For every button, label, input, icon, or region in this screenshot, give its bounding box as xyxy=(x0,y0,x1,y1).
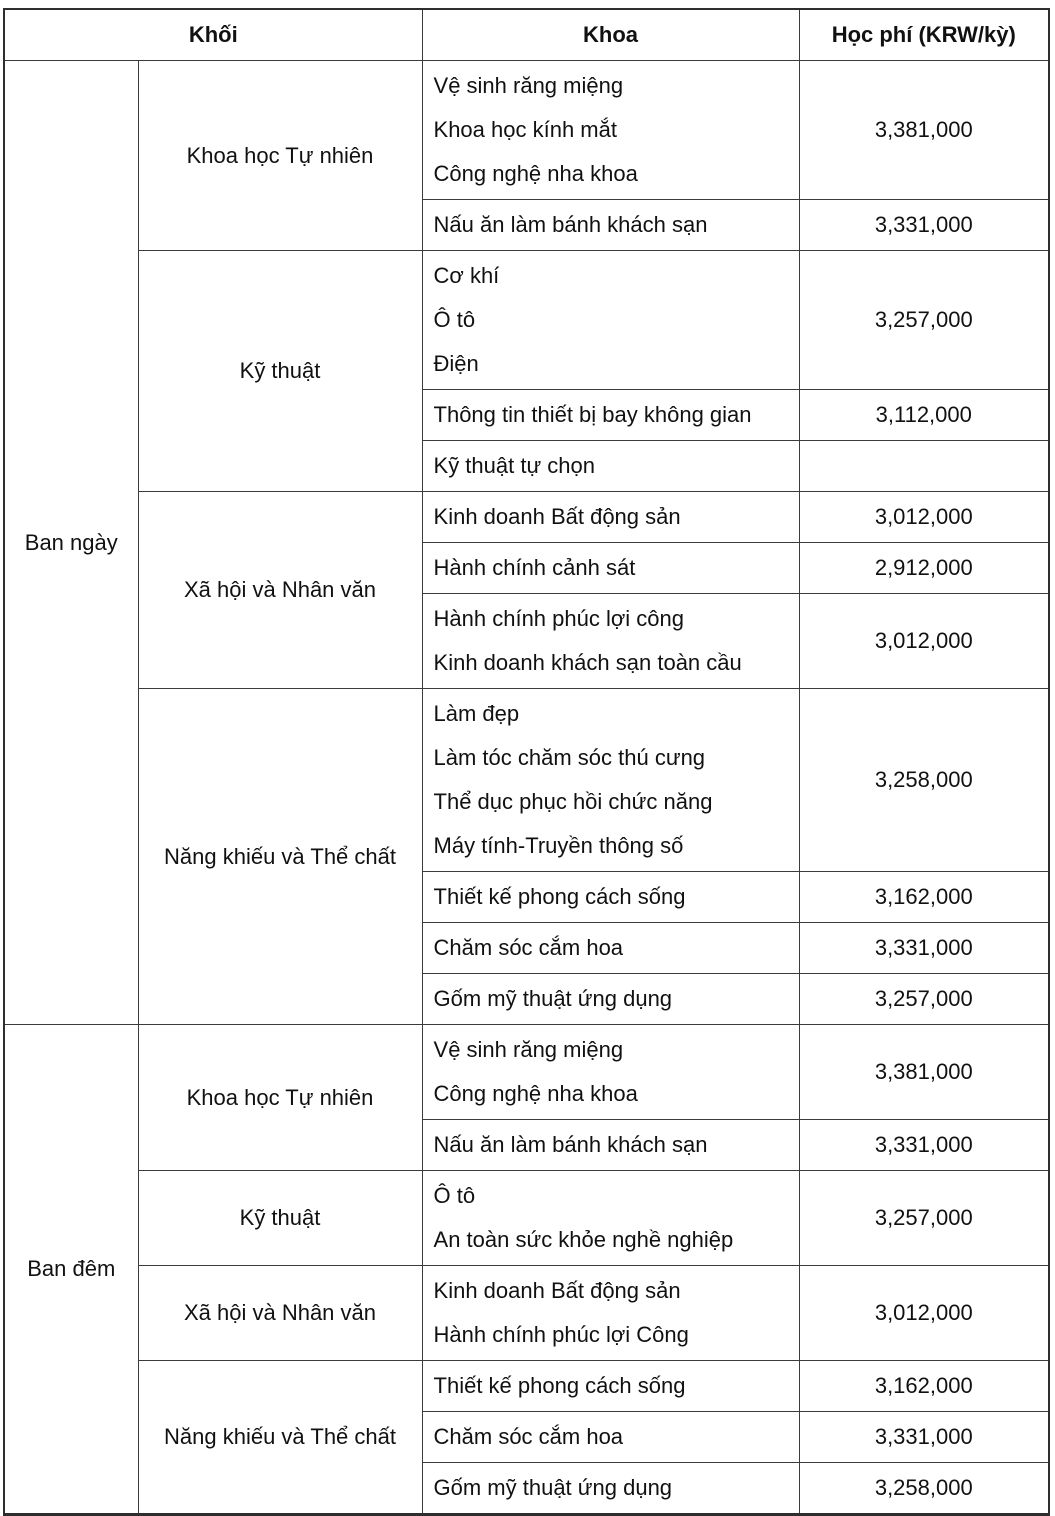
department-name: Kinh doanh khách sạn toàn cầu xyxy=(433,650,742,675)
fee-cell: 3,162,000 xyxy=(799,1361,1049,1412)
table-row xyxy=(4,1361,1049,1412)
department-name: Hành chính phúc lợi công xyxy=(433,606,684,631)
table-row xyxy=(4,1171,1049,1266)
group-cell: Kỹ thuật xyxy=(138,251,422,492)
session-cell: Ban đêm xyxy=(4,1025,138,1515)
department-cell xyxy=(422,251,799,390)
department-name: Kỹ thuật tự chọn xyxy=(433,453,596,478)
fee-cell: 3,258,000 xyxy=(799,1463,1049,1515)
department-name: Kinh doanh Bất động sản xyxy=(433,504,681,529)
department-name: Thể dục phục hồi chức năng xyxy=(433,789,713,814)
table-row xyxy=(4,1025,1049,1120)
fee-cell: 3,012,000 xyxy=(799,594,1049,689)
department-name: Hành chính phúc lợi Công xyxy=(433,1322,689,1347)
group-cell: Năng khiếu và Thể chất xyxy=(138,1361,422,1515)
group-cell: Xã hội và Nhân văn xyxy=(138,1266,422,1361)
department-name: Làm tóc chăm sóc thú cưng xyxy=(433,745,706,770)
group-cell: Năng khiếu và Thể chất xyxy=(138,689,422,1025)
fee-cell: 3,381,000 xyxy=(799,61,1049,200)
department-name: Thiết kế phong cách sống xyxy=(433,884,686,909)
header-khoa: Khoa xyxy=(422,9,799,61)
department-cell xyxy=(422,492,799,543)
department-name: An toàn sức khỏe nghề nghiệp xyxy=(433,1227,734,1252)
fee-cell: 3,257,000 xyxy=(799,974,1049,1025)
fee-cell: 3,012,000 xyxy=(799,492,1049,543)
department-name: Vệ sinh răng miệng xyxy=(433,1037,624,1062)
fee-cell xyxy=(799,441,1049,492)
department-name: Cơ khí xyxy=(433,263,500,288)
fee-cell: 3,331,000 xyxy=(799,200,1049,251)
fee-cell: 3,257,000 xyxy=(799,251,1049,390)
department-cell xyxy=(422,1463,799,1515)
department-cell xyxy=(422,1171,799,1266)
fee-cell: 3,331,000 xyxy=(799,1412,1049,1463)
department-name: Chăm sóc cắm hoa xyxy=(433,1424,624,1449)
table-row xyxy=(4,251,1049,390)
group-cell: Xã hội và Nhân văn xyxy=(138,492,422,689)
department-name: Gốm mỹ thuật ứng dụng xyxy=(433,1475,673,1500)
table-row xyxy=(4,689,1049,872)
department-cell xyxy=(422,689,799,872)
department-cell xyxy=(422,923,799,974)
department-cell xyxy=(422,390,799,441)
department-name: Khoa học kính mắt xyxy=(433,117,617,142)
department-name: Hành chính cảnh sát xyxy=(433,555,636,580)
department-cell xyxy=(422,441,799,492)
table-row xyxy=(4,492,1049,543)
group-cell: Khoa học Tự nhiên xyxy=(138,1025,422,1171)
department-name: Máy tính-Truyền thông số xyxy=(433,833,684,858)
department-name: Điện xyxy=(433,351,479,376)
fee-cell: 3,331,000 xyxy=(799,923,1049,974)
department-cell xyxy=(422,1361,799,1412)
header-fee: Học phí (KRW/kỳ) xyxy=(799,9,1049,61)
department-name: Làm đẹp xyxy=(433,701,520,726)
fee-cell: 3,112,000 xyxy=(799,390,1049,441)
department-cell xyxy=(422,1025,799,1120)
table-row xyxy=(4,1266,1049,1361)
fee-cell: 3,258,000 xyxy=(799,689,1049,872)
fee-cell: 3,012,000 xyxy=(799,1266,1049,1361)
department-cell xyxy=(422,200,799,251)
department-cell xyxy=(422,974,799,1025)
fee-cell: 2,912,000 xyxy=(799,543,1049,594)
department-cell xyxy=(422,1412,799,1463)
department-name: Ô tô xyxy=(433,307,476,332)
group-cell: Khoa học Tự nhiên xyxy=(138,61,422,251)
department-name: Công nghệ nha khoa xyxy=(433,161,638,186)
department-cell xyxy=(422,61,799,200)
session-cell: Ban ngày xyxy=(4,61,138,1025)
header-khoi: Khối xyxy=(4,9,422,61)
department-cell xyxy=(422,594,799,689)
header-row xyxy=(4,9,1049,61)
department-name: Thông tin thiết bị bay không gian xyxy=(433,402,752,427)
department-name: Kinh doanh Bất động sản xyxy=(433,1278,681,1303)
department-cell xyxy=(422,1266,799,1361)
department-name: Công nghệ nha khoa xyxy=(433,1081,638,1106)
department-name: Ô tô xyxy=(433,1183,476,1208)
department-name: Gốm mỹ thuật ứng dụng xyxy=(433,986,673,1011)
fee-cell: 3,381,000 xyxy=(799,1025,1049,1120)
department-cell xyxy=(422,872,799,923)
fee-cell: 3,257,000 xyxy=(799,1171,1049,1266)
department-name: Vệ sinh răng miệng xyxy=(433,73,624,98)
department-cell xyxy=(422,543,799,594)
fee-cell: 3,331,000 xyxy=(799,1120,1049,1171)
department-cell xyxy=(422,1120,799,1171)
fee-cell: 3,162,000 xyxy=(799,872,1049,923)
department-name: Nấu ăn làm bánh khách sạn xyxy=(433,1132,708,1157)
group-cell: Kỹ thuật xyxy=(138,1171,422,1266)
table-row xyxy=(4,61,1049,200)
tuition-table xyxy=(3,8,1050,1516)
department-name: Nấu ăn làm bánh khách sạn xyxy=(433,212,708,237)
department-name: Thiết kế phong cách sống xyxy=(433,1373,686,1398)
department-name: Chăm sóc cắm hoa xyxy=(433,935,624,960)
table-body xyxy=(4,61,1049,1515)
